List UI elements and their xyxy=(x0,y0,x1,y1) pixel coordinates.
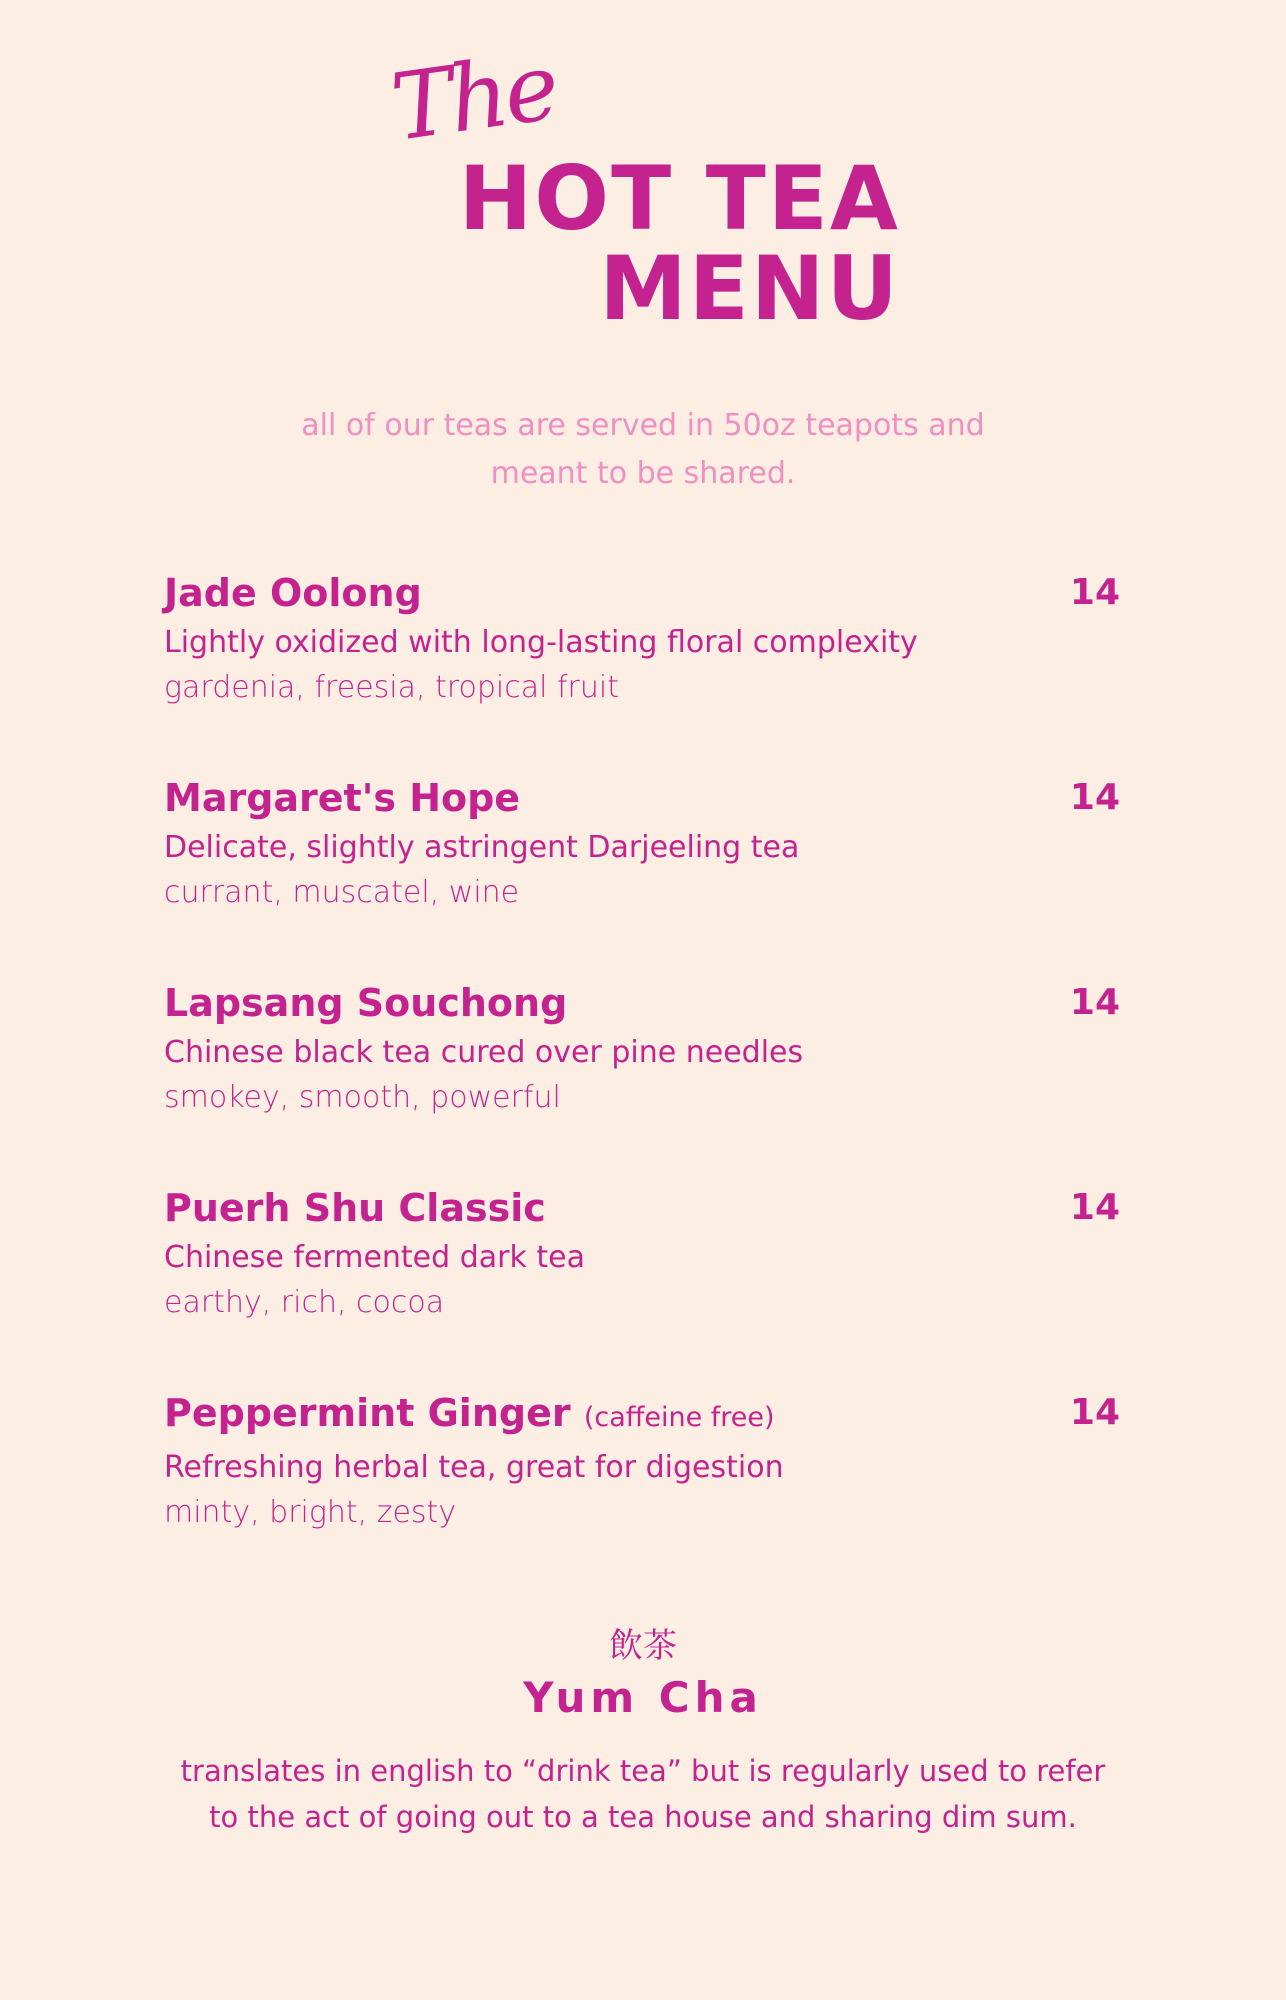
menu-item-puerh-shu-classic xyxy=(164,1183,1120,1388)
intro-text xyxy=(243,402,1043,498)
menu-item-name: Jade Oolong xyxy=(164,571,422,615)
menu-item-note: (caffeine free) xyxy=(583,1402,775,1433)
title-line-2: MENU xyxy=(599,237,900,340)
menu-item-description: Lightly oxidized with long-lasting floral complexity xyxy=(164,625,918,660)
menu-item-name: Lapsang Souchong xyxy=(164,981,568,1025)
menu-item-price: 14 xyxy=(1069,572,1120,613)
menu-item-tasting-notes: earthy, rich, cocoa xyxy=(164,1285,445,1320)
menu-item-description: Chinese fermented dark tea xyxy=(164,1240,585,1275)
menu-item-margarets-hope xyxy=(164,773,1120,978)
tea-menu-list xyxy=(164,568,1120,1593)
footer-title: Yum Cha xyxy=(523,1673,763,1722)
intro-line-2: meant to be shared. xyxy=(490,456,796,491)
footer-line-1: translates in english to “drink tea” but is regularly used to refer xyxy=(180,1754,1106,1788)
menu-item-description: Chinese black tea cured over pine needles xyxy=(164,1035,804,1070)
page-title xyxy=(430,147,900,340)
menu-item-name-row xyxy=(164,1183,1120,1233)
title-script-the: The xyxy=(385,33,562,162)
menu-item-tasting-notes: smokey, smooth, powerful xyxy=(164,1080,561,1115)
title-line-1: HOT TEA xyxy=(458,147,900,250)
menu-item-tasting-notes: currant, muscatel, wine xyxy=(164,875,520,910)
intro-line-1: all of our teas are served in 50oz teapots and xyxy=(301,408,985,443)
footer-description xyxy=(143,1748,1143,1840)
menu-item-description: Delicate, slightly astringent Darjeeling tea xyxy=(164,830,800,865)
menu-item-price: 14 xyxy=(1069,1187,1120,1228)
menu-item-name-row xyxy=(164,568,1120,618)
menu-item-lapsang-souchong xyxy=(164,978,1120,1183)
menu-item-tasting-notes: gardenia, freesia, tropical fruit xyxy=(164,670,619,705)
menu-item-name-row xyxy=(164,978,1120,1028)
menu-item-name: Margaret's Hope xyxy=(164,776,521,820)
menu-item-price: 14 xyxy=(1069,1392,1120,1433)
menu-item-price: 14 xyxy=(1069,777,1120,818)
menu-item-name-row xyxy=(164,1388,1120,1443)
footer-line-2: to the act of going out to a tea house and sharing dim sum. xyxy=(209,1800,1077,1834)
menu-item-tasting-notes: minty, bright, zesty xyxy=(164,1495,457,1530)
menu-item-peppermint-ginger xyxy=(164,1388,1120,1593)
footer-chinese-characters: 飲茶 xyxy=(609,1626,677,1666)
menu-item-jade-oolong xyxy=(164,568,1120,773)
menu-item-name: Peppermint Ginger xyxy=(164,1391,571,1435)
menu-item-name-row xyxy=(164,773,1120,823)
menu-item-name: Puerh Shu Classic xyxy=(164,1186,546,1230)
menu-item-description: Refreshing herbal tea, great for digestion xyxy=(164,1450,784,1485)
menu-item-price: 14 xyxy=(1069,982,1120,1023)
